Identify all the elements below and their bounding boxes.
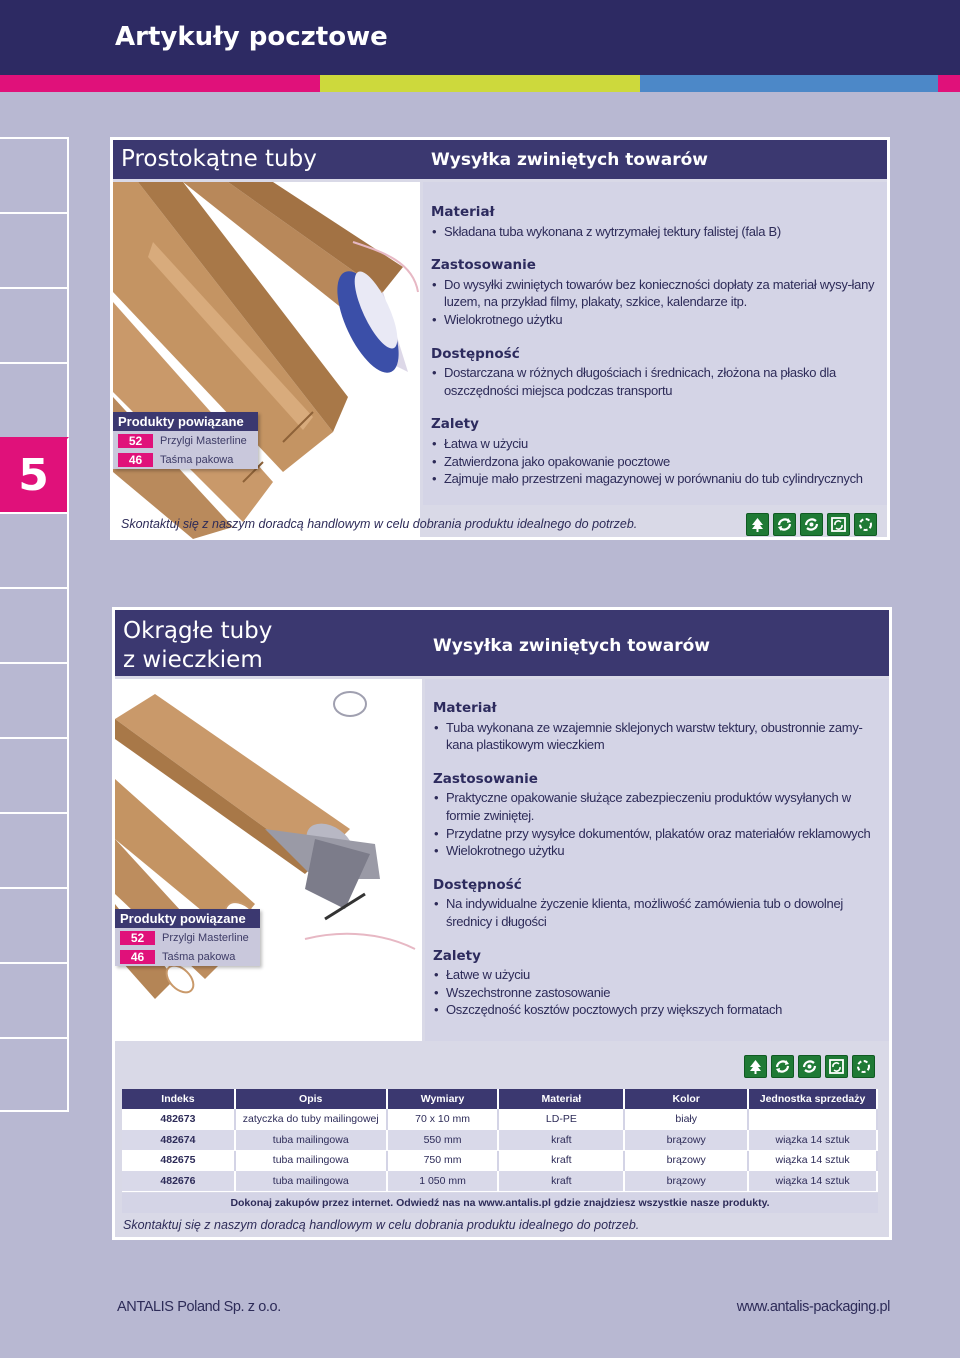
related-product-label: Taśma pakowa — [162, 950, 236, 963]
info-item: • Łatwa w użyciu — [431, 435, 881, 453]
table-row — [122, 1171, 877, 1192]
chapter-tab[interactable] — [0, 1037, 69, 1112]
related-product-row[interactable] — [115, 928, 260, 947]
info-item: • Zajmuje mało przestrzeni magazynowej w porównaniu do tub cylindrycznych — [431, 470, 881, 488]
info-heading-material: Materiał — [431, 204, 495, 220]
related-page-number[interactable]: 52 — [120, 931, 155, 945]
chapter-tab[interactable] — [0, 737, 69, 812]
table-cell: kraft — [498, 1171, 624, 1192]
chapter-tab[interactable] — [0, 212, 69, 287]
product-table — [122, 1089, 878, 1192]
table-cell: tuba mailingowa — [235, 1171, 387, 1192]
table-cell: brązowy — [624, 1150, 748, 1171]
product-info-rectangular-tubes — [431, 204, 881, 488]
info-item: • Wielokrotnego użytku — [433, 842, 883, 860]
related-products-header: Produkty powiązane — [115, 909, 260, 928]
table-cell: tuba mailingowa — [235, 1130, 387, 1151]
related-products-box — [115, 909, 260, 966]
related-page-number[interactable]: 46 — [118, 453, 153, 467]
related-product-row[interactable] — [113, 450, 258, 469]
table-cell: LD-PE — [498, 1109, 624, 1130]
table-cell: kraft — [498, 1150, 624, 1171]
page-title: Artykuły pocztowe — [115, 22, 388, 52]
online-shop-note[interactable]: Dokonaj zakupów przez internet. Odwiedź nas na www.antalis.pl gdzie znajdziesz wszystkie nasze produkty. — [122, 1193, 878, 1213]
chapter-tab[interactable] — [0, 962, 69, 1037]
page-header — [0, 0, 960, 75]
related-product-label: Przylgi Masterline — [162, 931, 249, 944]
related-product-row[interactable] — [115, 947, 260, 966]
chapter-tab[interactable] — [0, 137, 69, 212]
color-stripe-blue — [640, 75, 938, 92]
footer-company: ANTALIS Poland Sp. z o.o. — [117, 1299, 281, 1315]
info-item: • Łatwe w użyciu — [433, 966, 883, 984]
tree-icon — [744, 1055, 767, 1078]
table-cell: wiązka 14 sztuk — [748, 1130, 877, 1151]
table-cell: wiązka 14 sztuk — [748, 1150, 877, 1171]
info-item: • Składana tuba wykonana z wytrzymałej tektury falistej (fala B) — [431, 223, 881, 241]
related-page-number[interactable]: 52 — [118, 434, 153, 448]
chapter-tab[interactable] — [0, 812, 69, 887]
table-cell: zatyczka do tuby mailingowej — [235, 1109, 387, 1130]
product-title-line2: z wieczkiem — [123, 647, 263, 673]
chapter-tab[interactable] — [0, 362, 69, 437]
recycle-icon — [771, 1055, 794, 1078]
info-heading-usage: Zastosowanie — [433, 770, 538, 787]
recyclable-icon — [800, 513, 823, 536]
color-stripe-pink-end — [938, 75, 960, 92]
box-recycle-icon — [827, 513, 850, 536]
table-cell-index: 482675 — [122, 1150, 235, 1171]
info-heading-usage: Zastosowanie — [431, 257, 536, 274]
info-item: • Zatwierdzona jako opakowanie pocztowe — [431, 453, 881, 471]
table-cell: tuba mailingowa — [235, 1150, 387, 1171]
product-photo-rectangular-tubes — [113, 182, 420, 539]
product-photo-round-tubes — [115, 679, 422, 1041]
related-product-label: Taśma pakowa — [160, 453, 234, 466]
footer-website[interactable]: www.antalis-packaging.pl — [736, 1299, 890, 1315]
info-item: • Przydatne przy wysyłce dokumentów, plakatów oraz materiałów reklamowych — [433, 825, 883, 843]
tree-icon — [746, 513, 769, 536]
info-item: • Dostarczana w różnych długościach i średnicach, złożona na płasko dla oszczędności miejsca podczas transportu — [431, 364, 881, 399]
info-item: • Wszechstronne zastosowanie — [433, 984, 883, 1002]
info-item: • Oszczędność kosztów pocztowych przy większych formatach — [433, 1001, 883, 1019]
rectangular-tubes-illustration — [113, 182, 420, 539]
recyclable-icon — [798, 1055, 821, 1078]
info-heading-material: Materiał — [433, 700, 497, 716]
chapter-tab[interactable] — [0, 587, 69, 662]
info-item: • Tuba wykonana ze wzajemnie sklejonych warstw tektury, obustronnie zamy-kana plastikowym wieczkiem — [433, 719, 883, 754]
table-row — [122, 1109, 877, 1130]
chapter-tab-active[interactable]: 5 — [0, 437, 69, 512]
info-item: • Do wysyłki zwiniętych towarów bez konieczności dopłaty za materiał wysy-łany luzem, na przykład filmy, plakaty, szkice, kalendarze itp. — [431, 276, 881, 311]
info-item: • Praktyczne opakowanie służące zabezpieczeniu produktów wysyłanych w formie zwiniętej. — [433, 789, 883, 824]
column-header: Indeks — [122, 1089, 235, 1109]
contact-note: Skontaktuj się z naszym doradcą handlowym w celu dobrania produktu idealnego do potrzeb. — [123, 1218, 640, 1232]
box-recycle-icon — [825, 1055, 848, 1078]
eco-icons — [746, 513, 877, 536]
info-heading-availability: Dostępność — [433, 876, 522, 893]
product-title-bar — [115, 610, 889, 676]
table-cell: biały — [624, 1109, 748, 1130]
info-heading-availability: Dostępność — [431, 345, 520, 362]
column-header: Wymiary — [387, 1089, 499, 1109]
chapter-tab[interactable] — [0, 512, 69, 587]
eco-icons — [744, 1055, 875, 1078]
table-cell: 70 x 10 mm — [387, 1109, 499, 1130]
related-products-header: Produkty powiązane — [113, 412, 258, 431]
related-product-row[interactable] — [113, 431, 258, 450]
cycle-icon — [852, 1055, 875, 1078]
related-products-box — [113, 412, 258, 469]
product-card-round-tubes — [112, 607, 892, 1240]
related-page-number[interactable]: 46 — [120, 950, 155, 964]
contact-note: Skontaktuj się z naszym doradcą handlowym w celu dobrania produktu idealnego do potrzeb. — [121, 517, 638, 531]
chapter-tab[interactable] — [0, 887, 69, 962]
color-stripe-lime — [320, 75, 640, 92]
product-subtitle: Wysyłka zwiniętych towarów — [431, 150, 708, 170]
column-header: Opis — [235, 1089, 387, 1109]
table-row — [122, 1150, 877, 1171]
chapter-tab[interactable] — [0, 287, 69, 362]
table-cell: brązowy — [624, 1171, 748, 1192]
info-item: • Wielokrotnego użytku — [431, 311, 881, 329]
product-card-rectangular-tubes — [110, 137, 890, 540]
table-cell: kraft — [498, 1130, 624, 1151]
related-product-label: Przylgi Masterline — [160, 434, 247, 447]
product-subtitle: Wysyłka zwiniętych towarów — [433, 636, 710, 656]
table-cell: 750 mm — [387, 1150, 499, 1171]
cycle-icon — [854, 513, 877, 536]
table-cell: wiązka 14 sztuk — [748, 1171, 877, 1192]
info-heading-advantages: Zalety — [433, 947, 481, 964]
round-tubes-illustration — [115, 679, 422, 1041]
chapter-tab[interactable] — [0, 662, 69, 737]
recycle-icon — [773, 513, 796, 536]
info-heading-advantages: Zalety — [431, 416, 479, 433]
column-header: Materiał — [498, 1089, 624, 1109]
table-cell: brązowy — [624, 1130, 748, 1151]
column-header: Jednostka sprzedaży — [748, 1089, 877, 1109]
table-cell: 550 mm — [387, 1130, 499, 1151]
table-cell-index: 482676 — [122, 1171, 235, 1192]
product-title: Prostokątne tuby — [121, 146, 317, 172]
product-title-bar — [113, 140, 887, 179]
table-cell-index: 482674 — [122, 1130, 235, 1151]
table-row — [122, 1130, 877, 1151]
table-header-row — [122, 1089, 877, 1109]
table-cell: 1 050 mm — [387, 1171, 499, 1192]
chapter-tabs — [0, 137, 69, 1112]
product-title-line1: Okrągłe tuby — [123, 618, 273, 644]
column-header: Kolor — [624, 1089, 748, 1109]
color-stripe-pink — [0, 75, 320, 92]
product-info-round-tubes — [433, 700, 883, 1019]
table-cell-index: 482673 — [122, 1109, 235, 1130]
table-cell — [748, 1109, 877, 1130]
info-item: • Na indywidualne życzenie klienta, możliwość zamówienia tub o dowolnej średnicy i długości — [433, 895, 883, 930]
